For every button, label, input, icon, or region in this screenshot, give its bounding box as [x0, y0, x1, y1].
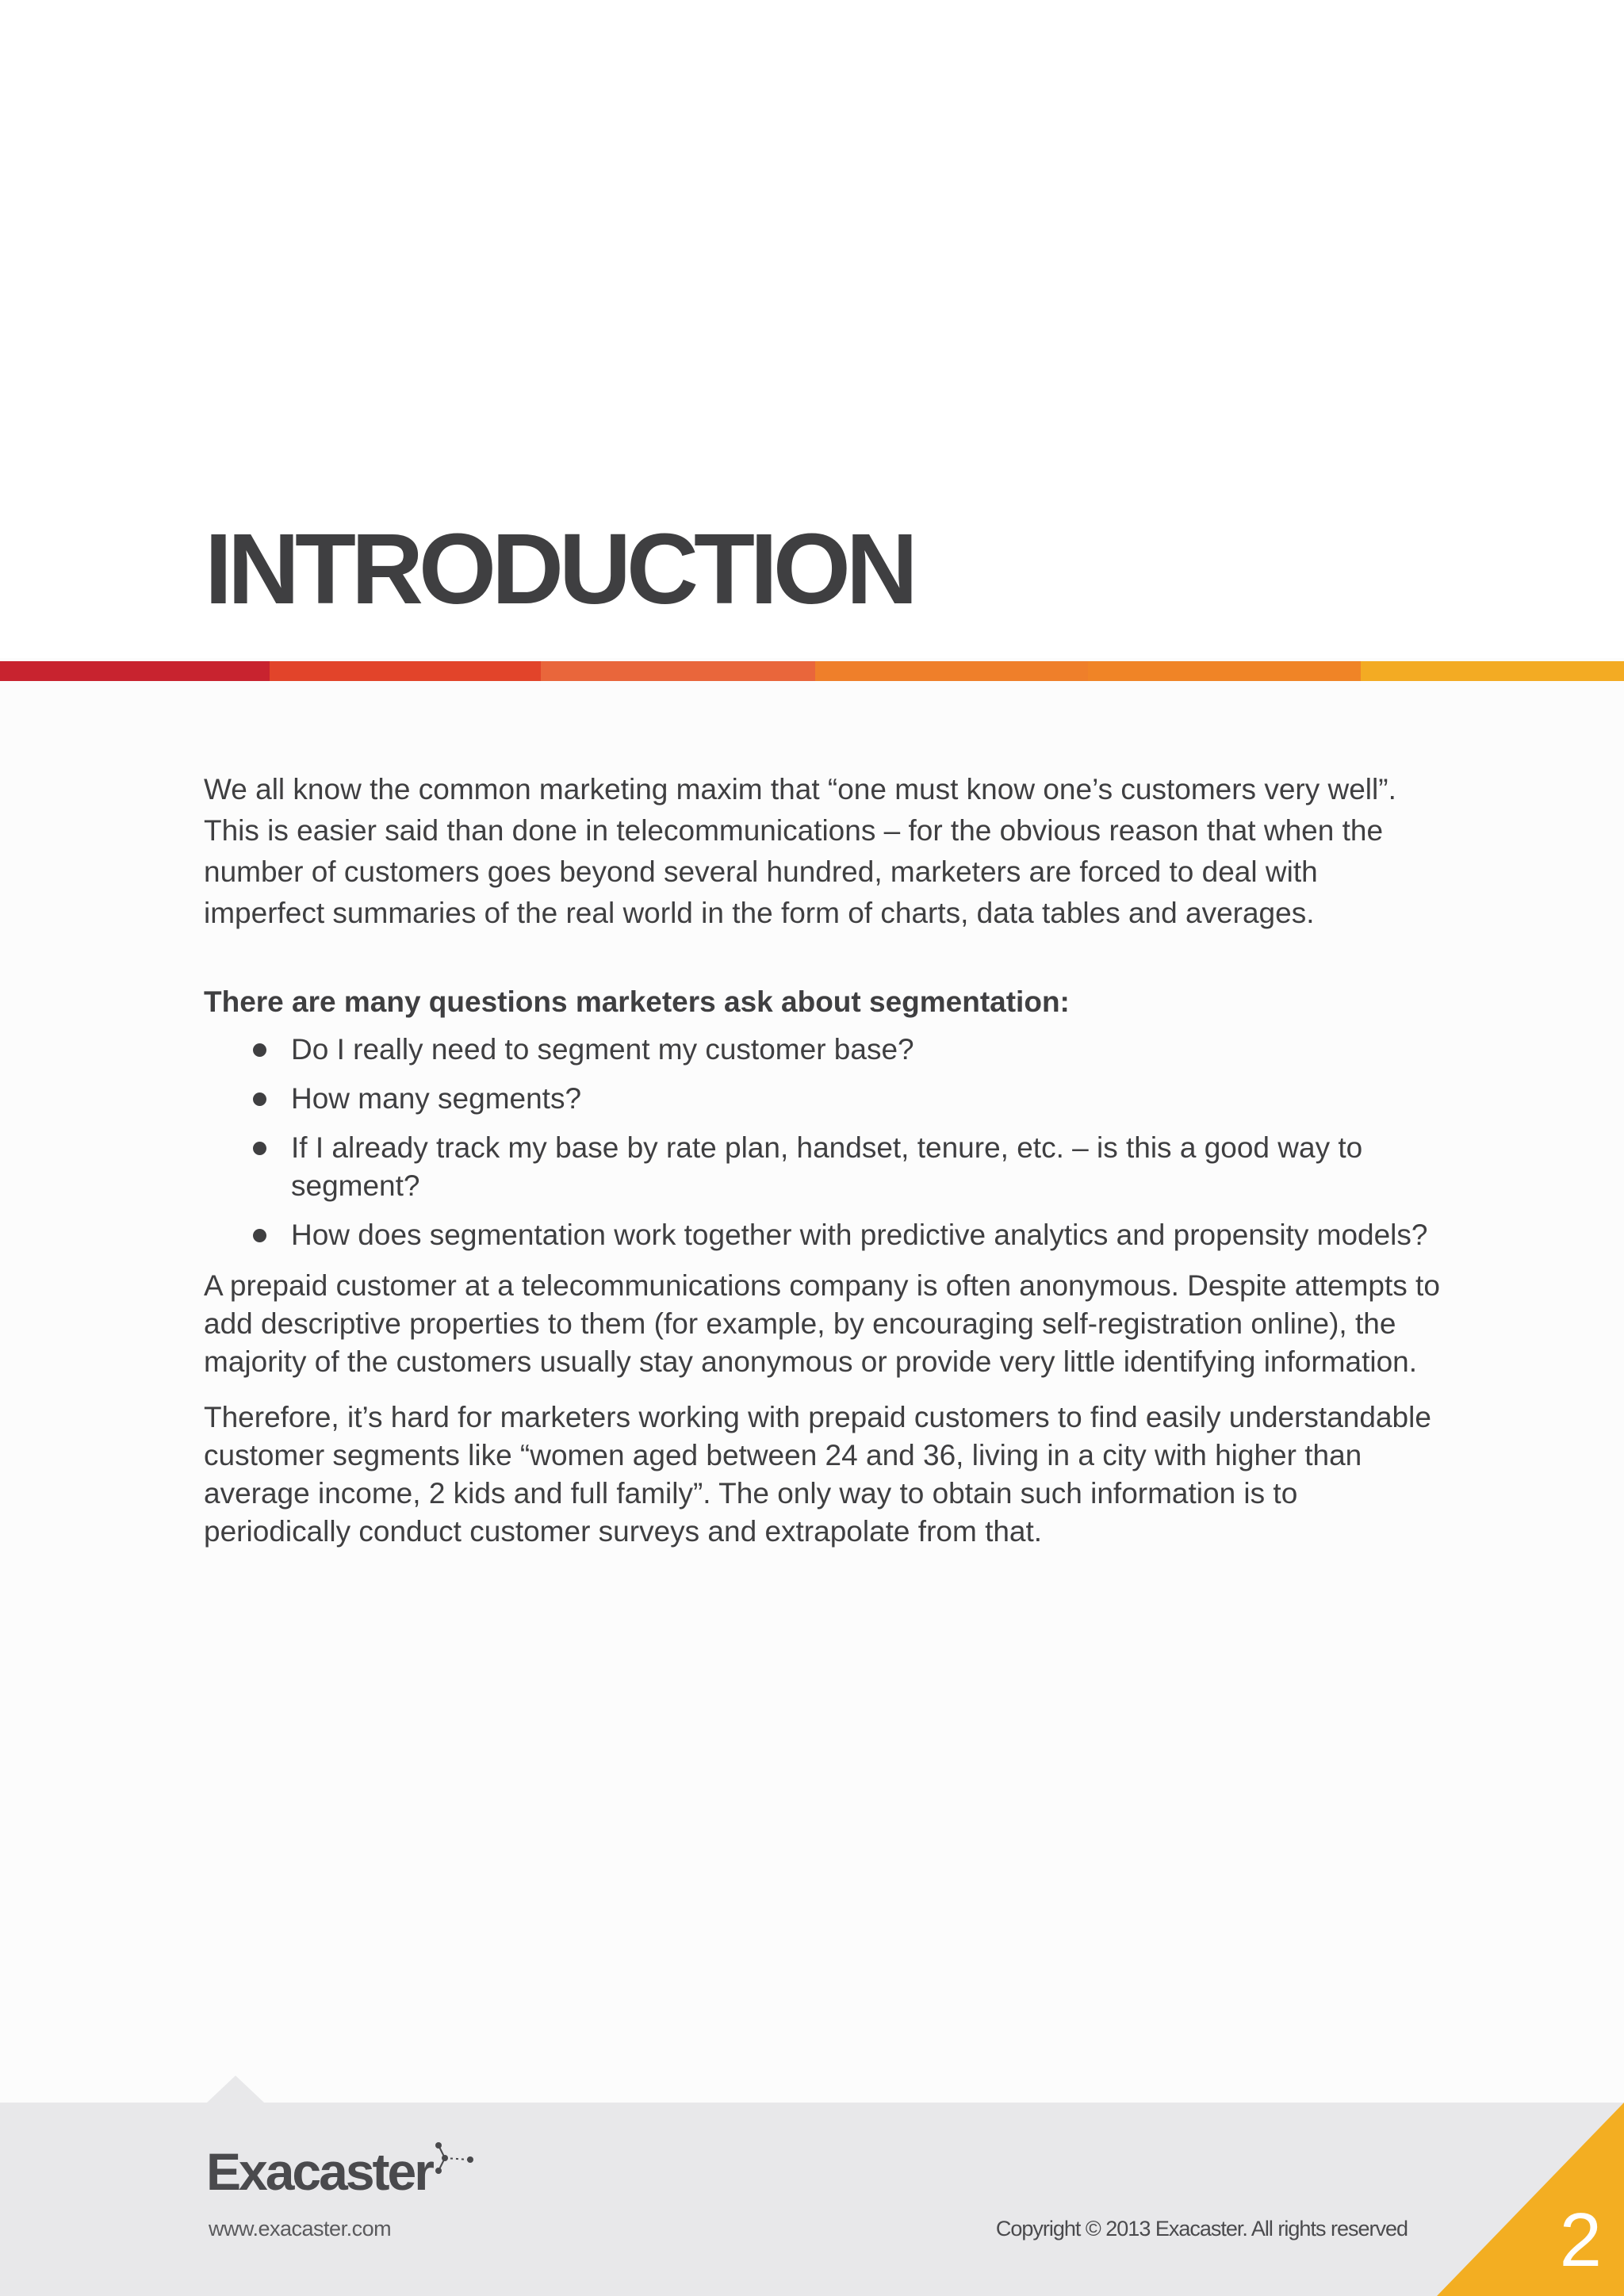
stripe-segment-2: [270, 661, 541, 681]
question-text: How many segments?: [291, 1082, 582, 1115]
color-stripe: [0, 661, 1624, 681]
bullet-icon: [253, 1142, 266, 1155]
bullet-icon: [253, 1043, 266, 1057]
copyright-text: Copyright © 2013 Exacaster. All rights reserved: [995, 2217, 1408, 2241]
stripe-segment-3: [541, 661, 815, 681]
constellation-icon: [434, 2141, 478, 2188]
question-text: How does segmentation work together with predictive analytics and propensity models?: [291, 1219, 1428, 1251]
intro-paragraph: We all know the common marketing maxim that “one must know one’s customers very well”. This is easier said than done in telecommunications – for the obvious reason that when the number of customers goes beyond several hundred, marketers are forced to deal with imperfect summaries of the real world in the form of charts, data tables and averages.: [204, 773, 1396, 929]
stripe-segment-1: [0, 661, 270, 681]
list-item: [204, 1129, 1441, 1205]
exacaster-logo: [206, 2142, 478, 2201]
main-content: [204, 769, 1441, 1568]
question-text: Do I really need to segment my customer base?: [291, 1033, 914, 1066]
stripe-segment-6: [1361, 661, 1624, 681]
page-number: 2: [1559, 2198, 1602, 2283]
segments-paragraph: Therefore, it’s hard for marketers working with prepaid customers to find easily understandable customer segments like “women aged between 24 and 36, living in a city with higher than average income, 2 kids and full family”. The only way to obtain such information is to periodically conduct customer surveys and extrapolate from that.: [204, 1401, 1431, 1548]
stripe-segment-5: [1088, 661, 1361, 681]
bullet-icon: [253, 1229, 266, 1242]
page-title: INTRODUCTION: [205, 513, 914, 625]
list-item: [204, 1080, 1441, 1118]
footer-notch: [207, 2076, 264, 2103]
bullet-icon: [253, 1093, 266, 1106]
logo-wordmark: Exacaster: [206, 2142, 432, 2201]
list-item: [204, 1031, 1441, 1069]
website-link[interactable]: www.exacaster.com: [209, 2217, 392, 2241]
stripe-segment-4: [815, 661, 1088, 681]
list-item: [204, 1216, 1441, 1254]
questions-heading: There are many questions marketers ask about segmentation:: [204, 985, 1070, 1018]
prepaid-paragraph: A prepaid customer at a telecommunications company is often anonymous. Despite attempts to add descriptive properties to them (for example, by encouraging self-registration online), the majority of the customers usually stay anonymous or provide very little identifying information.: [204, 1269, 1440, 1378]
questions-list: [204, 1031, 1441, 1254]
question-text: If I already track my base by rate plan, handset, tenure, etc. – is this a good way to segment?: [291, 1131, 1363, 1202]
